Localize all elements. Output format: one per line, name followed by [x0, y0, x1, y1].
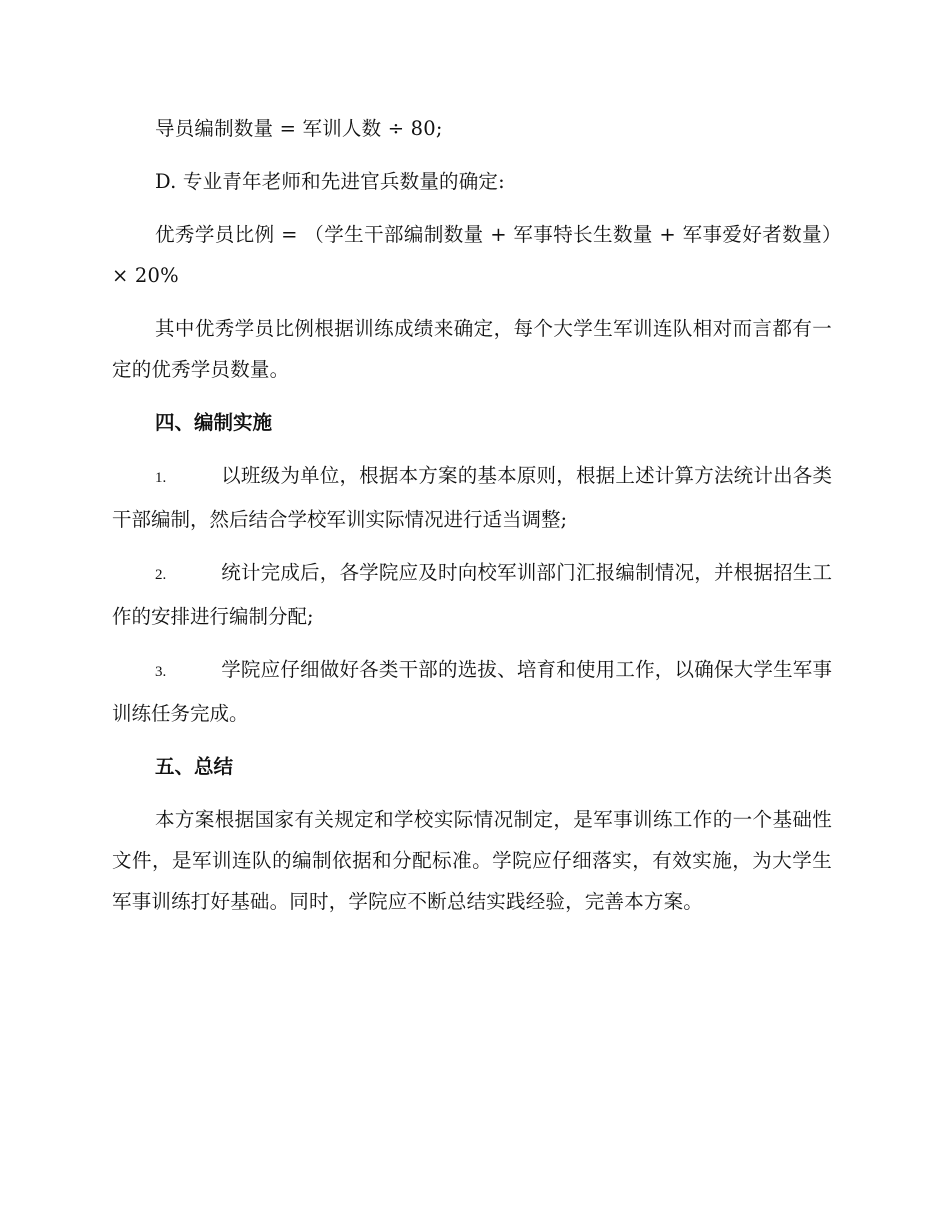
list-text: 统计完成后，各学院应及时向校军训部门汇报编制情况，并根据招生工作的安排进行编制分配;	[112, 561, 832, 628]
section-heading-implementation: 四、编制实施	[155, 411, 273, 434]
list-number: 1.	[155, 470, 167, 486]
list-number: 2.	[155, 567, 167, 583]
list-number: 3.	[155, 664, 167, 680]
paragraph-teacher-officer-heading: D. 专业青年老师和先进官兵数量的确定:	[155, 170, 505, 193]
paragraph-summary: 本方案根据国家有关规定和学校实际情况制定，是军事训练工作的一个基础性文件，是军训连队的编制依据和分配标准。学院应仔细落实，有效实施，为大学生军事训练打好基础。同时，学院应不断总结实践经验，完善本方案。	[112, 808, 832, 913]
list-item	[112, 455, 832, 540]
list-text: 以班级为单位，根据本方案的基本原则，根据上述计算方法统计出各类干部编制，然后结合学校军训实际情况进行适当调整;	[112, 464, 832, 531]
paragraph-excellent-ratio-note: 其中优秀学员比例根据训练成绩来确定，每个大学生军训连队相对而言都有一定的优秀学员数量。	[112, 317, 832, 381]
document-page	[112, 108, 832, 934]
section-heading-summary: 五、总结	[155, 755, 234, 778]
list-text: 学院应仔细做好各类干部的选拔、培育和使用工作，以确保大学生军事训练任务完成。	[112, 658, 832, 725]
list-item	[112, 552, 832, 637]
paragraph-counselor-formula: 导员编制数量 = 军训人数 ÷ 80;	[155, 117, 443, 140]
paragraph-excellent-ratio-formula: 优秀学员比例 = （学生干部编制数量 + 军事特长生数量 + 军事爱好者数量）× 20%	[112, 223, 832, 287]
list-item	[112, 649, 832, 734]
